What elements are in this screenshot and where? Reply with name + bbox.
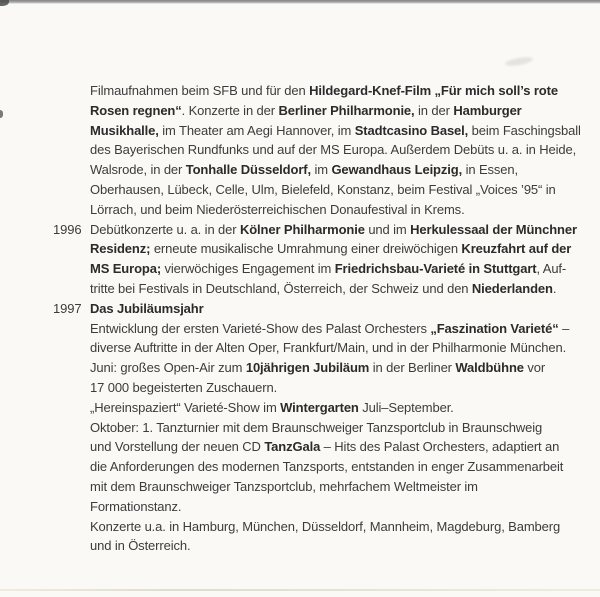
text-segment-bold: Berliner Philharmonie, <box>278 102 415 118</box>
text-segment-bold: „Faszination Varieté“ <box>430 320 559 336</box>
text-segment-bold: MS Europa; <box>90 261 162 277</box>
text-segment-bold: Residenz; <box>90 241 151 257</box>
text-segment: in Essen, <box>462 162 518 178</box>
text-segment-bold: Niederlanden <box>471 280 553 296</box>
text-line <box>90 200 560 220</box>
text-line <box>90 398 560 418</box>
text-segment: . Konzerte in der <box>181 102 279 118</box>
text-segment: 17 000 begeisterten Zuschauern. <box>90 379 278 395</box>
text-segment: Formationstanz. <box>90 498 182 514</box>
text-line <box>90 160 560 180</box>
text-line <box>90 477 560 497</box>
text-segment: Filmaufnahmen beim SFB und für den <box>90 83 310 98</box>
text-line <box>90 457 564 477</box>
text-segment-bold: Kölner Philharmonie <box>239 221 365 237</box>
text-segment-bold: Hamburger <box>453 102 522 118</box>
text-segment-bold: Waldbühne <box>455 360 524 376</box>
text-segment-bold: Tonhalle Düsseldorf, <box>185 162 311 178</box>
text-segment: „Hereinspaziert“ Varieté-Show im <box>90 399 281 415</box>
text-line <box>90 517 560 537</box>
text-segment: die Anforderungen des modernen Tanzsports, entstanden in enger Zusammenarbeit <box>90 459 564 475</box>
text-segment: mit dem Braunschweiger Tanzsportclub, mehrfachem Weltmeister im <box>90 478 478 494</box>
text-segment: , Auf- <box>536 261 567 277</box>
text-segment: Lörrach, und beim Niederösterreichischen Donaufestival in Krems. <box>90 201 465 217</box>
text-line <box>90 121 581 141</box>
text-segment-bold: Das Jubiläumsjahr <box>90 300 204 316</box>
text-segment: und in Österreich. <box>90 538 191 554</box>
text-line <box>90 279 560 299</box>
text-segment: beim Faschingsball <box>468 122 581 138</box>
scan-edge-bottom <box>0 589 600 591</box>
text-segment: diverse Auftritte in der Alten Oper, Frankfurt/Main, und in der Philharmonie München. <box>90 340 567 356</box>
text-segment-bold: Herkulessaal der Münchner <box>410 221 577 237</box>
text-line <box>90 358 560 378</box>
text-segment: . <box>552 280 557 296</box>
text-line <box>90 81 560 101</box>
year-label: 1996 <box>53 221 82 237</box>
text-segment: Oktober: 1. Tanzturnier mit dem Braunschweiger Tanzsportclub in Braunschweig <box>90 419 543 435</box>
text-segment: des Bayerischen Rundfunks und auf der MS Europa. Außerdem Debüts u. a. in Heide, <box>90 142 577 158</box>
text-line <box>90 497 560 517</box>
text-segment: und Vorstellung der neuen CD <box>90 439 265 455</box>
text-segment: im Theater am Aegi Hannover, im <box>158 122 355 138</box>
text-segment-bold: Wintergarten <box>280 399 359 415</box>
scan-edge-top <box>0 0 600 4</box>
text-segment: Juli–September. <box>358 399 454 415</box>
text-segment: Walsrode, in der <box>90 162 186 178</box>
text-block <box>53 81 581 556</box>
text-line <box>90 259 567 279</box>
text-segment: in der Berliner <box>369 360 456 376</box>
text-segment: in der <box>414 102 454 118</box>
text-segment-bold: Kreuzfahrt auf der <box>461 241 572 257</box>
text-segment: Juni: großes Open-Air zum <box>90 360 246 376</box>
text-line <box>90 418 560 438</box>
scan-edge-top-corner <box>0 0 9 6</box>
text-segment-bold: Rosen regnen“ <box>90 102 182 118</box>
text-segment: Oberhausen, Lübeck, Celle, Ulm, Bielefeld, Konstanz, beim Festival „Voices ’95“ in <box>90 181 556 197</box>
text-segment: – Hits des Palast Orchesters, adaptiert an <box>320 439 560 455</box>
text-segment-bold: Stadtcasino Basel, <box>354 122 469 138</box>
text-segment: und im <box>364 221 411 237</box>
text-segment: vierwöchiges Engagement im <box>161 261 335 277</box>
text-line <box>53 299 560 319</box>
text-line <box>53 220 577 240</box>
text-line <box>90 239 572 259</box>
text-segment: Entwicklung der ersten Varieté-Show des Palast Orchesters <box>90 320 431 336</box>
text-line <box>90 437 560 457</box>
text-line <box>90 378 560 398</box>
text-line <box>90 101 560 121</box>
text-segment: Debütkonzerte u. a. in der <box>90 221 240 237</box>
text-line <box>90 536 560 556</box>
text-line <box>90 180 560 200</box>
text-segment-bold: Hildegard-Knef-Film „Für mich soll’s rote <box>309 83 558 98</box>
year-label: 1997 <box>53 300 82 316</box>
text-segment: erneute musikalische Umrahmung einer dreiwöchigen <box>150 241 462 257</box>
text-line <box>90 319 570 339</box>
text-segment: vor <box>523 360 546 376</box>
text-segment-bold: Gewandhaus Leipzig, <box>331 162 463 178</box>
text-line <box>90 140 577 160</box>
text-segment-bold: Musikhalle, <box>90 122 159 138</box>
text-line <box>90 338 567 358</box>
text-segment: im <box>310 162 332 178</box>
text-segment: Konzerte u.a. in Hamburg, München, Düsseldorf, Mannheim, Magdeburg, Bamberg <box>90 518 561 534</box>
text-segment: – <box>558 320 570 336</box>
text-segment-bold: TanzGala <box>264 439 321 455</box>
scan-speck-left <box>0 110 3 118</box>
scan-smudge <box>505 56 534 68</box>
text-segment-bold: 10jährigen Jubiläum <box>245 360 370 376</box>
text-segment: tritte bei Festivals in Deutschland, Österreich, der Schweiz und den <box>90 280 472 296</box>
text-segment-bold: Friedrichsbau-Varieté in Stuttgart <box>334 261 537 277</box>
